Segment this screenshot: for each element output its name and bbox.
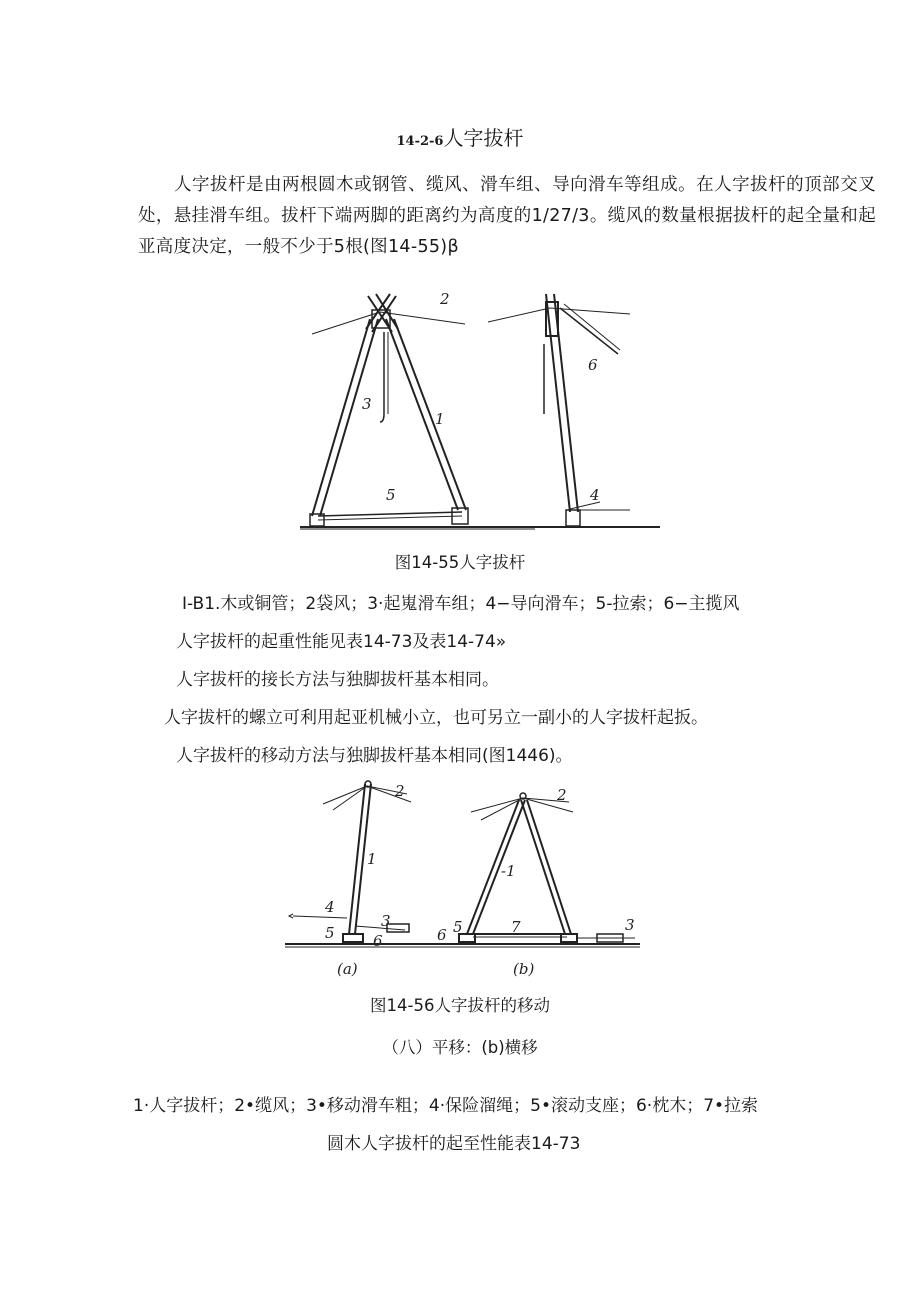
text-line-3: 人字拔杆的螺立可利用起亚机械小立，也可另立一副小的人字拔杆起扳。 [164,708,708,728]
fig1-label-5: 5 [386,486,396,504]
fig2a-label-6: 6 [373,932,383,950]
fig2b-label-3: 3 [625,916,635,934]
fig1-label-2: 2 [440,290,450,308]
fig2a-label-3: 3 [381,912,391,930]
text-line-2: 人字拔杆的接长方法与独脚拔杆基本相同。 [176,670,499,690]
intro-paragraph: 人字拔杆是由两根圆木或钢管、缆风、滑车组、导向滑车等组成。在人字拔杆的顶部交叉处，悬挂滑车组。拔杆下端两脚的距离约为高度的1/27/3。缆风的数量根据拔杆的起全量和起亚高度决定，一般不少于5根(图14-55)β [138,175,876,257]
figure-14-55 [300,284,660,534]
fig2a-label-4: 4 [325,898,335,916]
a-frame-diagram [300,290,535,529]
figure-14-55-caption: 图14-55人字拔杆 [394,553,526,572]
fig2a-label-2: 2 [395,782,405,800]
fig2b-label-2: 2 [557,786,567,804]
fig2b-label-5: 5 [453,918,463,936]
text-line-1: 人字拔杆的起重性能见表14-73及表14-74» [176,632,507,652]
fig1-label-3: 3 [362,395,372,413]
lateral-diagram-b [435,786,640,978]
fig2a-label-1: 1 [367,850,377,868]
section-number: 14-2-6 [396,134,444,149]
side-view-diagram [488,294,660,527]
table-title: 圆木人字拔杆的起至性能表14-73 [327,1134,581,1154]
fig2b-label-7: 7 [511,918,521,936]
fig2b-label-1: -1 [501,862,516,880]
fig1-label-1: 1 [435,410,445,428]
figure-14-56-subcaption: （八）平移：(b)横移 [382,1038,538,1057]
section-title: 人字拔杆 [443,126,524,150]
fig1-label-4: 4 [590,486,600,504]
figure-14-56 [285,776,645,986]
section-heading [0,122,920,151]
figure-14-55-legend: I-B1.木或铜管；2袋风；3·起嵬滑车组；4−导向滑车；5-拉索；6−主揽风 [182,594,740,614]
fig2a-label-5: 5 [325,924,335,942]
figure-14-56-legend: 1·人字拔杆；2•缆风；3•移动滑车粗；4·保险溜绳；5•滚动支座；6·枕木；7•拉索 [133,1096,759,1116]
fig2-tag-b: (b) [513,960,535,978]
translation-diagram-a [285,781,435,978]
fig1-label-6: 6 [588,356,598,374]
fig2b-label-6: 6 [437,926,447,944]
fig2-tag-a: (a) [337,960,358,978]
text-line-4: 人字拔杆的移动方法与独脚拔杆基本相同(图1446)。 [176,746,573,766]
figure-14-56-caption: 图14-56人字拔杆的移动 [370,996,550,1015]
